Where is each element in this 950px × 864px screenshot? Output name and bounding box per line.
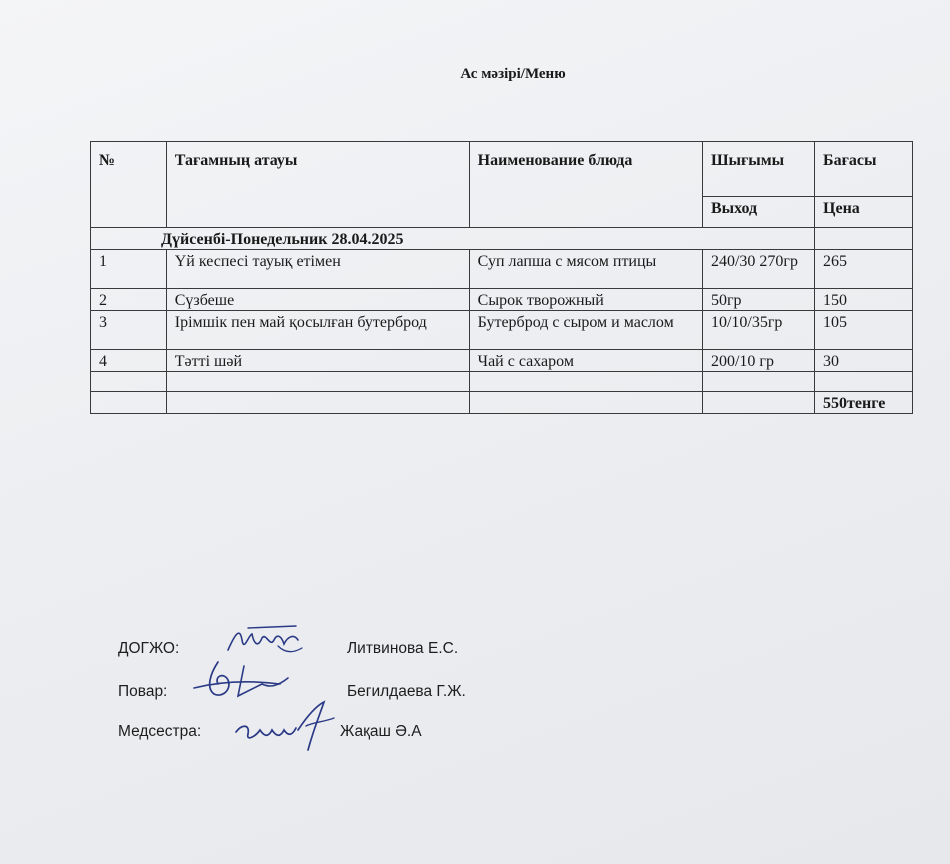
signature-role-povar: Повар: bbox=[118, 683, 168, 700]
row-name-kz: Ірімшік пен май қосылған бутерброд bbox=[166, 311, 469, 350]
day-row bbox=[91, 228, 913, 250]
signature-role-dogzho: ДОГЖО: bbox=[118, 640, 180, 657]
signature-name-povar: Бегилдаева Г.Ж. bbox=[347, 683, 466, 700]
header-num: № bbox=[91, 142, 167, 228]
row-num: 4 bbox=[91, 350, 167, 372]
handwritten-signature-3 bbox=[228, 696, 348, 756]
row-name-kz: Үй кеспесі тауық етімен bbox=[166, 250, 469, 289]
header-yield-kz: Шығымы bbox=[702, 142, 814, 197]
day-row-empty-cell bbox=[815, 228, 913, 250]
table-row bbox=[91, 250, 913, 289]
signature-name-dogzho: Литвинова Е.С. bbox=[347, 640, 459, 657]
row-name-ru: Сырок творожный bbox=[469, 289, 702, 311]
menu-table bbox=[90, 141, 913, 414]
empty-cell bbox=[469, 372, 702, 392]
empty-cell bbox=[166, 372, 469, 392]
day-label: Дүйсенбі-Понедельник 28.04.2025 bbox=[91, 228, 815, 250]
row-name-ru: Бутерброд с сыром и маслом bbox=[469, 311, 702, 350]
empty-cell bbox=[469, 392, 702, 414]
row-num: 2 bbox=[91, 289, 167, 311]
header-name-kz: Тағамның атауы bbox=[166, 142, 469, 228]
row-name-kz: Тәтті шәй bbox=[166, 350, 469, 372]
empty-cell bbox=[166, 392, 469, 414]
table-row bbox=[91, 289, 913, 311]
table-header-row bbox=[91, 142, 913, 197]
signature-role-medsestra: Медсестра: bbox=[118, 723, 202, 740]
table-row bbox=[91, 350, 913, 372]
row-name-ru: Чай с сахаром bbox=[469, 350, 702, 372]
header-name-ru: Наименование блюда bbox=[469, 142, 702, 228]
empty-cell bbox=[702, 372, 814, 392]
empty-cell bbox=[91, 372, 167, 392]
row-num: 3 bbox=[91, 311, 167, 350]
row-yield: 50гр bbox=[702, 289, 814, 311]
total-value: 550тенге bbox=[815, 392, 913, 414]
total-row bbox=[91, 392, 913, 414]
row-price: 30 bbox=[815, 350, 913, 372]
row-price: 150 bbox=[815, 289, 913, 311]
row-price: 265 bbox=[815, 250, 913, 289]
header-price-kz: Бағасы bbox=[815, 142, 913, 197]
empty-cell bbox=[702, 392, 814, 414]
header-price-ru: Цена bbox=[815, 197, 913, 228]
empty-cell bbox=[91, 392, 167, 414]
row-price: 105 bbox=[815, 311, 913, 350]
row-yield: 240/30 270гр bbox=[702, 250, 814, 289]
table-row bbox=[91, 311, 913, 350]
empty-cell bbox=[815, 372, 913, 392]
header-yield-ru: Выход bbox=[702, 197, 814, 228]
row-name-kz: Сүзбеше bbox=[166, 289, 469, 311]
row-name-ru: Суп лапша с мясом птицы bbox=[469, 250, 702, 289]
empty-row bbox=[91, 372, 913, 392]
row-num: 1 bbox=[91, 250, 167, 289]
row-yield: 10/10/35гр bbox=[702, 311, 814, 350]
signature-name-medsestra: Жақаш Ә.А bbox=[340, 723, 422, 740]
page-title: Ас мәзірі/Меню bbox=[460, 66, 566, 82]
row-yield: 200/10 гр bbox=[702, 350, 814, 372]
